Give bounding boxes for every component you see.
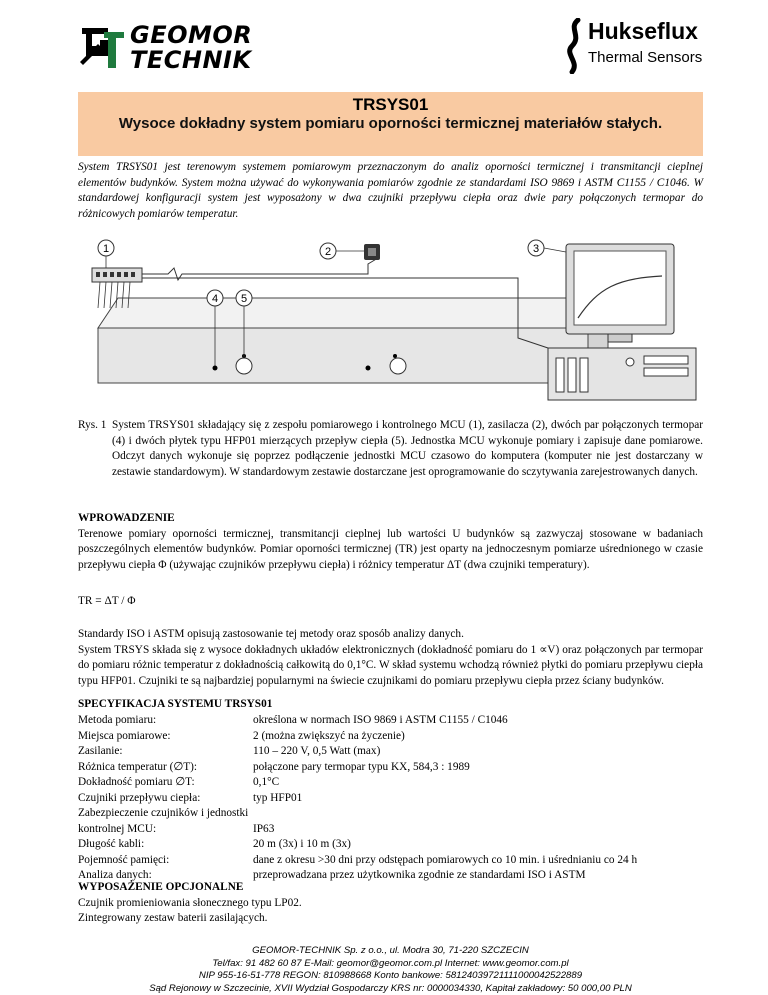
spec-value: 110 – 220 V, 0,5 Watt (max) (253, 744, 701, 760)
page-subtitle: Wysoce dokładny system pomiaru oporności termicznej materiałów stałych. (78, 115, 703, 133)
system-diagram-svg (78, 238, 703, 413)
footer-line-contact: Tel/fax: 91 482 60 87 E-Mail: geomor@geomor.com.pl Internet: www.geomor.com.pl (78, 958, 703, 971)
callout-4 (207, 290, 223, 306)
heat-flux-plate-2 (390, 358, 406, 374)
standards-section (78, 627, 703, 689)
spec-key: Miejsca pomiarowe: (78, 729, 253, 745)
introduction-body: Terenowe pomiary oporności termicznej, transmitancji cieplnej lub wartości U budynków są zazwyczaj stosowane w badaniach poszczególnych elementów budynków. Pomiar oporności termicznej (TR) jest oparty na jednoczesnym pomiarze uśrednionego w czasie przepływu ciepła Φ (używając czujników przepływu ciepła) i różnicy temperatur ΔT (dwa czujniki temperatury). (78, 527, 703, 574)
spec-row (78, 713, 703, 729)
spec-key: Pojemność pamięci: (78, 853, 253, 869)
thermocouple-4 (213, 366, 218, 371)
caption-text: System TRSYS01 składający się z zespołu pomiarowego i kontrolnego MCU (1), zasilacza (2), dwóch par połączonych termopar (4) i dwóch płytek typu HFP01 mierzących przepływ ciepła (5). Jednostka MCU wykonuje pomiary i zapisuje dane pomiarowe. Odczyt danych wykonuje się poprzez podłączenie jednostki MCU czasowo do komputera (komputer nie jest dostarczany w zestawie standardowym). W standardowym zestawie dostarczane jest oprogramowanie do sczytywania zarejestrowanych danych. (112, 418, 703, 480)
footer-line-court: Sąd Rejonowy w Szczecinie, XVII Wydział Gospodarczy KRS nr: 0000034330, Kapitał zakładowy: 50 000,00 PLN (78, 983, 703, 995)
logo-line-technik: TECHNIK (130, 46, 252, 74)
spec-value: określona w normach ISO 9869 i ASTM C1155 / C1046 (253, 713, 701, 729)
spec-value: 20 m (3x) i 10 m (3x) (253, 837, 701, 853)
spec-key: Metoda pomiaru: (78, 713, 253, 729)
hukseflux-wave-icon (566, 18, 584, 74)
system-diagram (78, 238, 703, 413)
callout-1-label: 1 (103, 243, 109, 255)
spec-row (78, 806, 703, 837)
spec-table (78, 713, 703, 884)
optional-heading: WYPOSAŻENIE OPCJONALNE (78, 880, 703, 896)
callout-2 (320, 243, 336, 259)
optional-item: Czujnik promieniowania słonecznego typu LP02. (78, 896, 703, 912)
spec-value: dane z okresu >30 dni przy odstępach pomiarowych co 10 min. i uśrednianiu co 24 h (253, 853, 701, 869)
intro-paragraph: System TRSYS01 jest terenowym systemem pomiarowym przeznaczonym do analiz oporności termicznej i transmitancji cieplnej elementów budynków. System można używać do wykonywania pomiarów zgodnie ze standardami ISO 9869 i ASTM C1155 / C1046. W standardowej konfiguracji system jest wyposażony w dwa czujniki przepływu ciepła oraz dwie pary połączonych termopar do różnicowych pomiarów temperatur. (78, 160, 703, 222)
standards-p1: Standardy ISO i ASTM opisują zastosowanie tej metody oraz sposób analizy danych. (78, 627, 703, 643)
spec-key: Zabezpieczenie czujników i jednostki kontrolnej MCU: (78, 806, 253, 837)
callout-3-label: 3 (533, 243, 539, 255)
spec-row (78, 744, 703, 760)
introduction-heading: WPROWADZENIE (78, 511, 703, 527)
caption-label: Rys. 1 (78, 418, 112, 434)
geomor-technik-logo (78, 20, 278, 76)
spec-value: połączone pary termopar typu KX, 584,3 : 1989 (253, 760, 701, 776)
page-title: TRSYS01 (78, 95, 703, 115)
spec-key: Różnica temperatur (∅T): (78, 760, 253, 776)
spec-value: 0,1°C (253, 775, 701, 791)
gt-logo-mark-icon (78, 22, 126, 72)
callout-3 (528, 240, 544, 256)
footer (78, 945, 703, 995)
spec-key: Dokładność pomiaru ∅T: (78, 775, 253, 791)
hukseflux-brand: Hukseflux (588, 18, 698, 45)
standards-p2: System TRSYS składa się z wysoce dokładnych układów elektronicznych (dokładność pomiaru do 1 ∝V) oraz połączonych par termopar do pomiaru różnic temperatur z dokładnością całkowitą do 0,1°C. W skład systemu wchodzą również płytki do pomiaru przepływu ciepła typu HFP01. Czujniki te są najbardziej popularnymi na świecie czujnikami do pomiaru przepływu ciepła przez ściany budynków. (78, 643, 703, 690)
spec-value: przeprowadzana przez użytkownika zgodnie ze standardami ISO i ASTM (253, 868, 701, 884)
hukseflux-tagline: Thermal Sensors (588, 49, 702, 66)
spec-heading: SPECYFIKACJA SYSTEMU TRSYS01 (78, 698, 272, 710)
footer-line-registry: NIP 955-16-51-778 REGON: 810988668 Konto bankowe: 58124039721111000042522889 (78, 970, 703, 983)
spec-row (78, 729, 703, 745)
callout-1 (98, 240, 114, 256)
callout-2-label: 2 (325, 246, 331, 258)
optional-equipment-section (78, 880, 703, 927)
title-box (78, 92, 703, 156)
introduction-section (78, 511, 703, 573)
spec-key: Czujniki przepływu ciepła: (78, 791, 253, 807)
optional-item: Zintegrowany zestaw baterii zasilających. (78, 911, 703, 927)
thermocouple-2 (366, 366, 371, 371)
spec-key: Analiza danych: (78, 868, 253, 884)
spec-key: Zasilanie: (78, 744, 253, 760)
formula: TR = ΔT / Φ (78, 595, 135, 607)
wall-block (98, 328, 588, 383)
spec-row (78, 853, 703, 869)
spec-value: typ HFP01 (253, 791, 701, 807)
figure-caption (78, 418, 703, 480)
spec-row (78, 775, 703, 791)
spec-value: IP63 (253, 806, 701, 837)
spec-row (78, 760, 703, 776)
spec-value: 2 (można zwiększyć na życzenie) (253, 729, 701, 745)
footer-line-address: GEOMOR-TECHNIK Sp. z o.o., ul. Modra 30, 71-220 SZCZECIN (78, 945, 703, 958)
callout-5-label: 5 (241, 293, 247, 305)
spec-key: Długość kabli: (78, 837, 253, 853)
logo-line-geomor: GEOMOR (130, 21, 252, 49)
spec-row (78, 791, 703, 807)
callout-4-label: 4 (212, 293, 218, 305)
callout-5 (236, 290, 252, 306)
hukseflux-logo (566, 16, 756, 78)
spec-row (78, 837, 703, 853)
heat-flux-plate-5 (236, 358, 252, 374)
